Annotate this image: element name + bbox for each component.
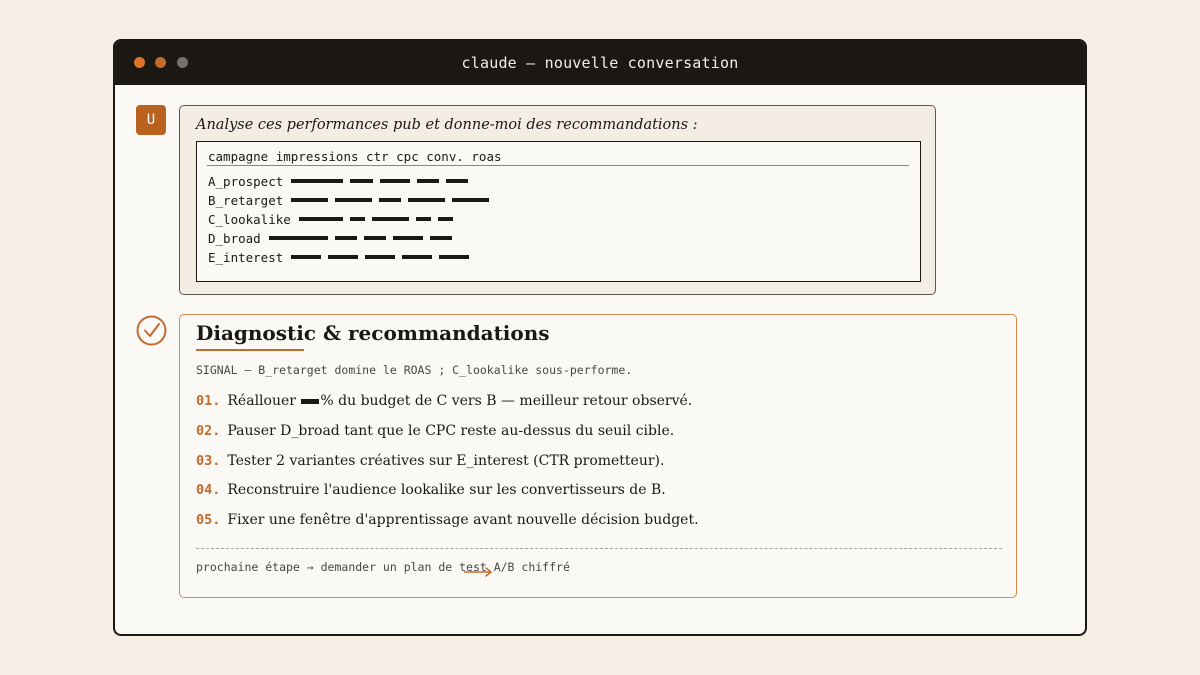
redacted-value [416, 217, 431, 221]
campaign-name: C_lookalike [208, 211, 291, 227]
campaign-name: B_retarget [208, 192, 284, 208]
redacted-value [301, 399, 319, 404]
recommendation-item [196, 421, 674, 441]
redacted-value [291, 179, 343, 183]
recommendation-number: 01. [196, 393, 221, 409]
dashed-divider [196, 548, 1002, 549]
redacted-value [380, 179, 410, 183]
window-title: claude — nouvelle conversation [461, 54, 739, 72]
recommendation-item [196, 510, 699, 530]
table-row [208, 230, 459, 246]
redacted-value [365, 255, 395, 259]
next-step-hint: prochaine étape → demander un plan de test A/B chiffré [196, 560, 570, 574]
assistant-response [179, 314, 1017, 598]
campaign-name: A_prospect [208, 173, 284, 189]
recommendation-item [196, 480, 666, 500]
check-circle-icon [136, 315, 167, 346]
redacted-value [446, 179, 468, 183]
redacted-value [299, 217, 343, 221]
user-message [179, 105, 936, 295]
recommendation-text: Tester 2 variantes créatives sur E_interest (CTR prometteur). [227, 453, 665, 469]
redacted-value [439, 255, 469, 259]
title-bar [115, 41, 1085, 85]
user-avatar: U [136, 105, 166, 135]
redacted-value [417, 179, 439, 183]
redacted-value [430, 236, 452, 240]
arrow-right-icon [464, 567, 494, 577]
response-title: Diagnostic & recommandations [196, 321, 550, 345]
performance-table [196, 141, 921, 282]
recommendation-number: 05. [196, 512, 221, 528]
recommendation-number: 02. [196, 423, 221, 439]
campaign-name: E_interest [208, 249, 284, 265]
title-underline [196, 349, 304, 351]
recommendation-text: Réallouer % du budget de C vers B — meilleur retour observé. [227, 393, 693, 409]
chat-window [113, 39, 1087, 636]
recommendation-text: Reconstruire l'audience lookalike sur les convertisseurs de B. [227, 482, 666, 498]
redacted-value [335, 198, 372, 202]
redacted-value [452, 198, 489, 202]
redacted-value [291, 198, 328, 202]
redacted-value [335, 236, 357, 240]
table-row [208, 211, 460, 227]
redacted-value [291, 255, 321, 259]
recommendation-text: Pauser D_broad tant que le CPC reste au-dessus du seuil cible. [227, 423, 675, 439]
redacted-value [408, 198, 445, 202]
redacted-value [379, 198, 401, 202]
table-row [208, 192, 496, 208]
redacted-value [438, 217, 453, 221]
redacted-value [269, 236, 328, 240]
signal-line: SIGNAL — B_retarget domine le ROAS ; C_lookalike sous-performe. [196, 363, 633, 377]
recommendation-number: 03. [196, 453, 221, 469]
redacted-value [350, 217, 365, 221]
redacted-value [328, 255, 358, 259]
table-header: campagne impressions ctr cpc conv. roas [208, 149, 502, 164]
redacted-value [402, 255, 432, 259]
table-row [208, 173, 475, 189]
recommendation-item [196, 391, 692, 411]
redacted-value [372, 217, 409, 221]
redacted-value [350, 179, 373, 183]
table-row [208, 249, 476, 265]
recommendation-item [196, 451, 664, 471]
user-prompt: Analyse ces performances pub et donne-moi des recommandations : [196, 117, 698, 133]
redacted-value [393, 236, 423, 240]
table-header-divider [207, 165, 909, 166]
recommendation-number: 04. [196, 482, 221, 498]
recommendation-text: Fixer une fenêtre d'apprentissage avant nouvelle décision budget. [227, 512, 699, 528]
redacted-value [364, 236, 386, 240]
campaign-name: D_broad [208, 230, 261, 246]
